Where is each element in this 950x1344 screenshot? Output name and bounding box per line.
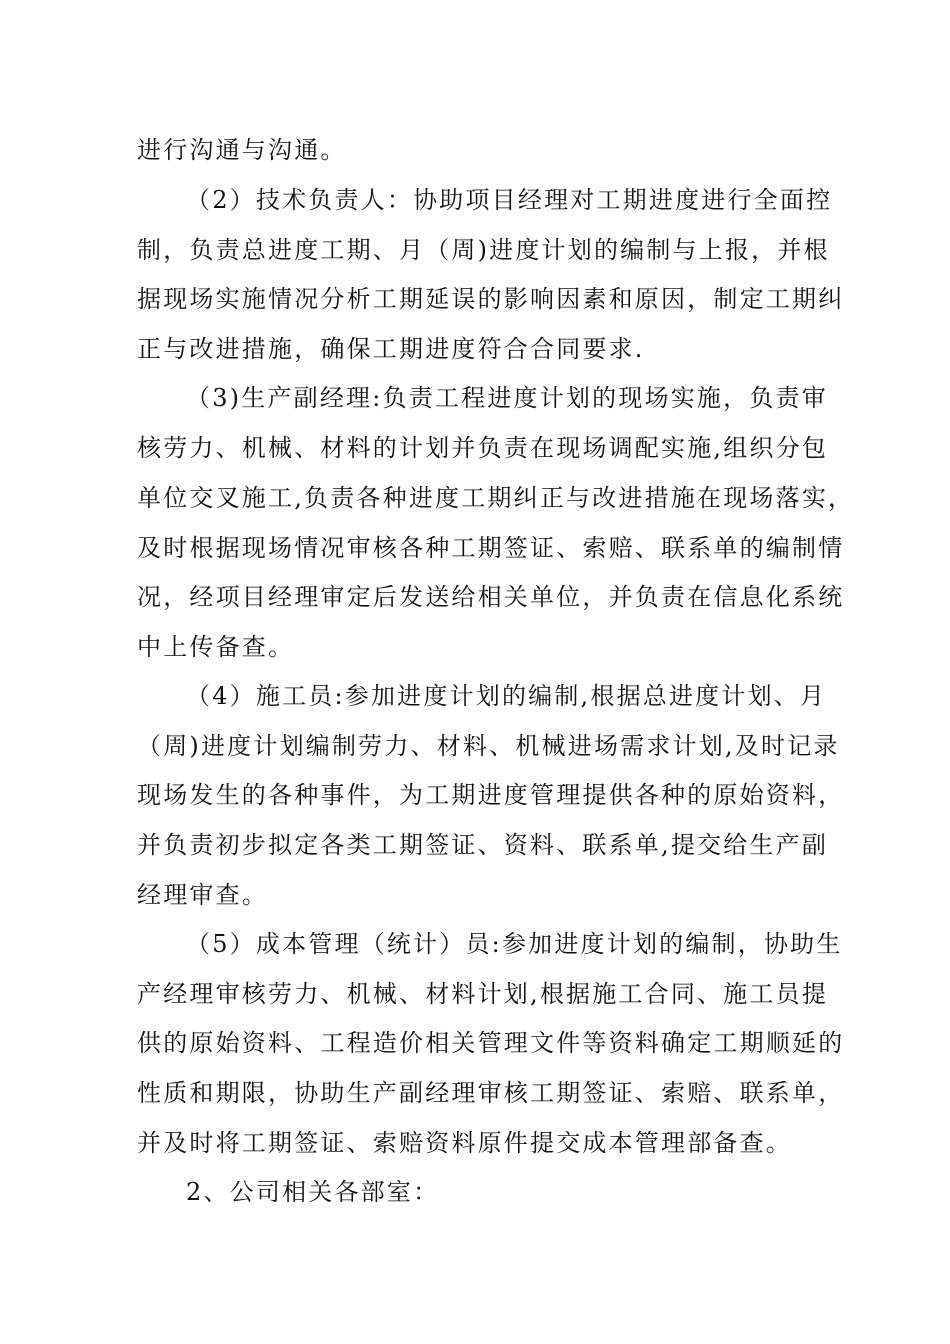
text-line: 正与改进措施，确保工期进度符合合同要求. <box>137 335 645 363</box>
text-line: 况，经项目经理审定后发送给相关单位，并负责在信息化系统 <box>137 583 845 611</box>
text-line: （3)生产副经理:负责工程进度计划的现场实施，负责审 <box>186 384 828 412</box>
text-line: 单位交叉施工,负责各种进度工期纠正与改进措施在现场落实， <box>137 484 855 512</box>
text-line: 及时根据现场情况审核各种工期签证、索赔、联系单的编制情 <box>137 534 845 562</box>
text-line: （4）施工员:参加进度计划的编制,根据总进度计划、月 <box>186 682 827 710</box>
text-line: 进行沟通与沟通。 <box>137 136 347 164</box>
text-line: 制，负责总进度工期、月（周)进度计划的编制与上报，并根 <box>137 236 830 264</box>
text-line: 并负责初步拟定各类工期签证、资料、联系单,提交给生产副 <box>137 831 829 859</box>
text-line: （2）技术负责人：协助项目经理对工期进度进行全面控 <box>186 186 833 214</box>
text-line: （周)进度计划编制劳力、材料、机械进场需求计划,及时记录 <box>137 732 840 760</box>
text-line: 产经理审核劳力、机械、材料计划,根据施工合同、施工员提 <box>137 980 829 1008</box>
text-line: 并及时将工期签证、索赔资料原件提交成本管理部备查。 <box>137 1129 792 1157</box>
text-line: 经理审查。 <box>137 881 268 909</box>
text-line: 核劳力、机械、材料的计划并负责在现场调配实施,组织分包 <box>137 434 829 462</box>
text-line: （5）成本管理（统计）员:参加进度计划的编制，协助生 <box>186 930 843 958</box>
text-line: 现场发生的各种事件，为工期进度管理提供各种的原始资料， <box>137 781 845 809</box>
text-line: 供的原始资料、工程造价相关管理文件等资料确定工期顺延的 <box>137 1029 845 1057</box>
text-line: 据现场实施情况分析工期延误的影响因素和原因，制定工期纠 <box>137 285 845 313</box>
section-heading: 2、公司相关各部室： <box>186 1178 440 1206</box>
text-line: 性质和期限，协助生产副经理审核工期签证、索赔、联系单， <box>137 1079 845 1107</box>
text-line: 中上传备查。 <box>137 633 295 661</box>
